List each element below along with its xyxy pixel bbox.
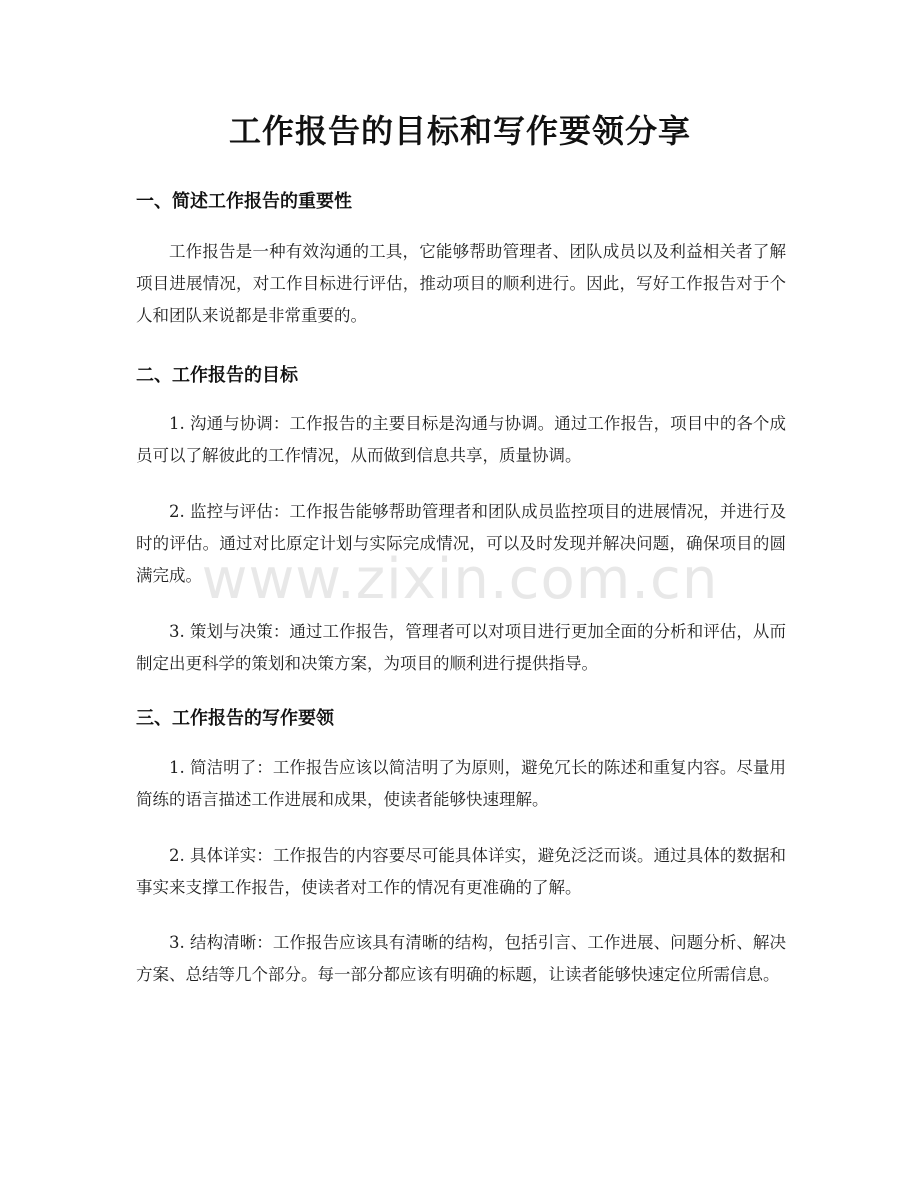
watermark-text: www.zixin.com.cn (201, 547, 719, 612)
section-heading-goals: 二、工作报告的目标 (136, 365, 298, 386)
paragraph-goal-communication: 1. 沟通与协调：工作报告的主要目标是沟通与协调。通过工作报告，项目中的各个成员可以了解彼此的工作情况，从而做到信息共享，质量协调。 (136, 414, 786, 465)
document-title: 工作报告的目标和写作要领分享 (228, 112, 691, 150)
paragraph-goal-planning: 3. 策划与决策：通过工作报告，管理者可以对项目进行更加全面的分析和评估，从而制定出更科学的策划和决策方案，为项目的顺利进行提供指导。 (136, 622, 786, 673)
paragraph-tip-concise: 1. 简洁明了：工作报告应该以简洁明了为原则，避免冗长的陈述和重复内容。尽量用简练的语言描述工作进展和成果，使读者能够快速理解。 (136, 758, 786, 809)
paragraph-goal-monitoring: 2. 监控与评估：工作报告能够帮助管理者和团队成员监控项目的进展情况，并进行及时的评估。通过对比原定计划与实际完成情况，可以及时发现并解决问题，确保项目的圆满完成。 (136, 502, 786, 585)
paragraph-importance: 工作报告是一种有效沟通的工具，它能够帮助管理者、团队成员以及利益相关者了解项目进展情况，对工作目标进行评估，推动项目的顺利进行。因此，写好工作报告对于个人和团队来说都是非常重要的。 (136, 242, 786, 325)
paragraph-tip-specific: 2. 具体详实：工作报告的内容要尽可能具体详实，避免泛泛而谈。通过具体的数据和事实来支撑工作报告，使读者对工作的情况有更准确的了解。 (136, 846, 786, 897)
section-heading-writing-tips: 三、工作报告的写作要领 (136, 708, 334, 729)
paragraph-tip-structure: 3. 结构清晰：工作报告应该具有清晰的结构，包括引言、工作进展、问题分析、解决方案、总结等几个部分。每一部分都应该有明确的标题，让读者能够快速定位所需信息。 (136, 933, 786, 984)
section-heading-importance: 一、简述工作报告的重要性 (136, 191, 352, 212)
